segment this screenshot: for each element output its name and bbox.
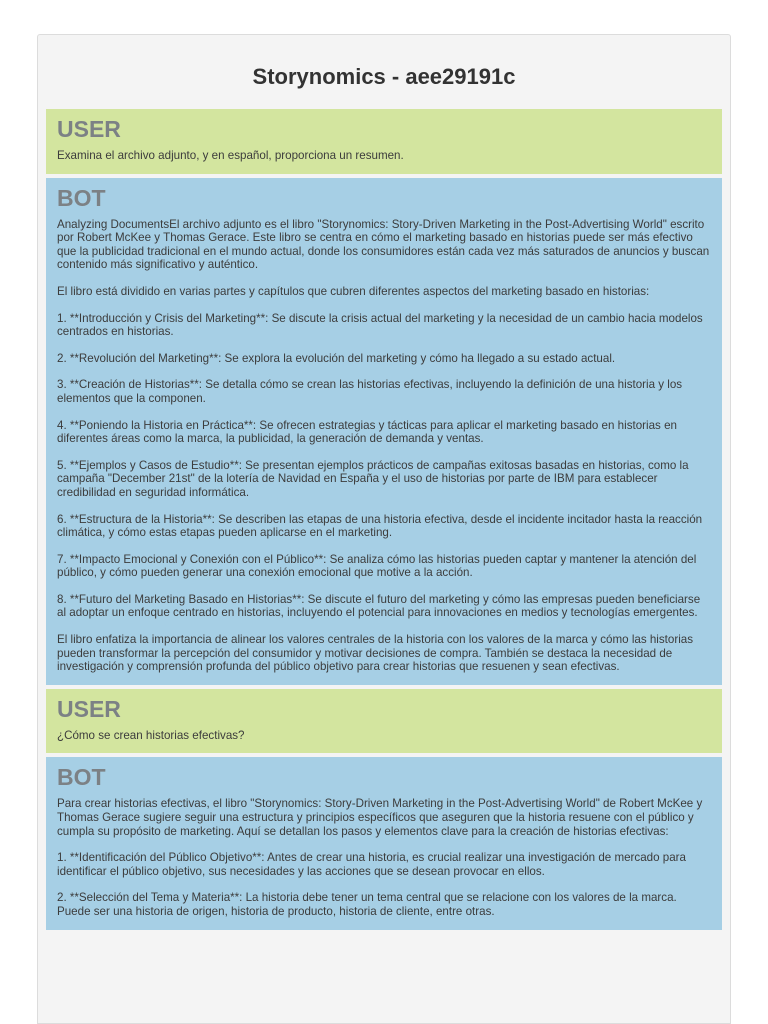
bot-role-label: BOT	[57, 184, 106, 211]
message-paragraph: 1. **Identificación del Público Objetivo**: Antes de crear una historia, es crucial realizar una investigación de mercado para identificar el público objetivo, sus necesidades y las acciones que se desean provocar en ellos.	[57, 851, 686, 878]
message-paragraph: El libro enfatiza la importancia de alinear los valores centrales de la historia con los valores de la marca y cómo las historias pueden transformar la percepción del consumidor y motivar decisiones de compra. También se destaca la necesidad de investigación y comprensión profunda del público objetivo para crear historias que resuenen y sean efectivas.	[57, 633, 694, 674]
message-paragraph: 6. **Estructura de la Historia**: Se describen las etapas de una historia efectiva, desde el incidente incitador hasta la reacción climática, y cómo estas etapas pueden aplicarse en el marketing.	[57, 512, 703, 540]
message-paragraph: El libro está dividido en varias partes y capítulos que cubren diferentes aspectos del marketing basado en historias:	[57, 284, 650, 298]
user-role-label: USER	[57, 695, 121, 722]
document-page	[37, 34, 731, 1024]
bot-message-block	[46, 757, 722, 929]
message-paragraph: 1. **Introducción y Crisis del Marketing**: Se discute la crisis actual del marketing y la necesidad de un cambio hacia modelos centrados en historias.	[57, 311, 703, 339]
user-message-block	[46, 689, 722, 754]
message-paragraph: 8. **Futuro del Marketing Basado en Historias**: Se discute el futuro del marketing y cómo las empresas pueden beneficiarse al adoptar un enfoque centrado en historias, incluyendo el potencial para innovaciones en medios y tecnologías emergentes.	[57, 592, 701, 620]
message-paragraph: ¿Cómo se crean historias efectivas?	[57, 728, 245, 742]
message-paragraph: 7. **Impacto Emocional y Conexión con el Público**: Se analiza cómo las historias pueden captar y mantener la atención del público, y cómo pueden generar una conexión emocional que motive a la acción.	[57, 552, 697, 580]
message-paragraph: 5. **Ejemplos y Casos de Estudio**: Se presentan ejemplos prácticos de campañas exitosas basadas en historias, como la campaña "December 21st" de la lotería de Navidad en España y el uso de historias por parte de IBM para establecer credibilidad en seguridad informática.	[57, 458, 689, 499]
conversation	[38, 109, 730, 930]
message-paragraph: 2. **Revolución del Marketing**: Se explora la evolución del marketing y cómo ha llegado a su estado actual.	[57, 351, 616, 365]
user-message-block	[46, 109, 722, 174]
message-paragraph: Para crear historias efectivas, el libro "Storynomics: Story-Driven Marketing in the Post-Advertising World" de Robert McKee y Thomas Gerace sugiere seguir una estructura y principios específicos que aseguren que la historia resuene con el público y cumpla su propósito de marketing. Aquí se detallan los pasos y elementos clave para la creación de historias efectivas:	[57, 797, 703, 838]
user-role-label: USER	[57, 116, 121, 142]
document-title: Storynomics - aee29191c	[252, 64, 516, 89]
message-paragraph: 4. **Poniendo la Historia en Práctica**: Se ofrecen estrategias y tácticas para aplicar el marketing basado en historias en diferentes áreas como la marca, la publicidad, la generación de demanda y ventas.	[57, 418, 677, 446]
bot-message-block	[46, 178, 722, 685]
bot-role-label: BOT	[57, 764, 106, 791]
message-paragraph: 3. **Creación de Historias**: Se detalla cómo se crean las historias efectivas, incluyendo la definición de una historia y los elementos que la componen.	[57, 378, 683, 405]
message-paragraph: Examina el archivo adjunto, y en español, proporciona un resumen.	[57, 149, 404, 162]
message-paragraph: 2. **Selección del Tema y Materia**: La historia debe tener un tema central que se relacione con los valores de la marca. Puede ser una historia de origen, historia de producto, historia de cliente, entre otras.	[57, 891, 677, 918]
message-paragraph: Analyzing DocumentsEl archivo adjunto es el libro "Storynomics: Story-Driven Marketing in the Post-Advertising World" escrito por Robert McKee y Thomas Gerace. Este libro se centra en cómo el marketing basado en historias puede ser más efectivo que la publicidad tradicional en el mundo actual, donde los consumidores están cada vez más saturados de anuncios y buscan contenido más significativo y auténtico.	[57, 217, 710, 272]
